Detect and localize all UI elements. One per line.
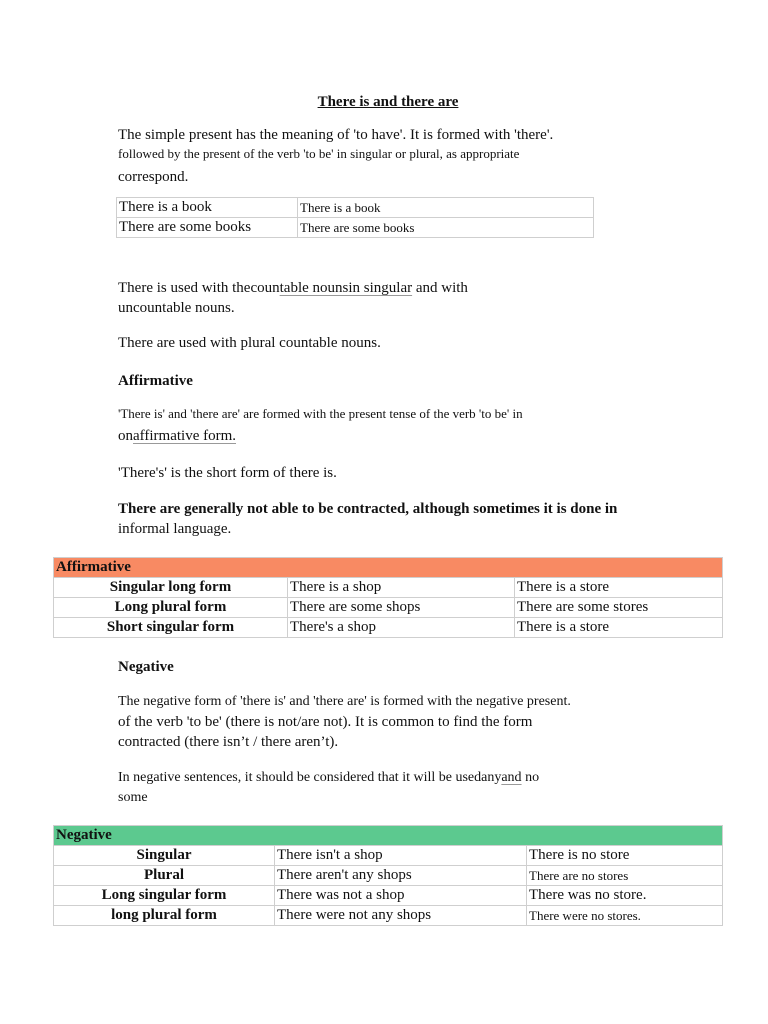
example-table xyxy=(116,197,594,238)
row-label: Singular long form xyxy=(54,578,288,598)
text-span: on xyxy=(118,428,133,444)
link-affirmative-form[interactable]: affirmative form. xyxy=(133,428,237,444)
table-cell: There aren't any shops xyxy=(275,866,527,886)
table-cell: There were no stores. xyxy=(527,906,723,926)
usage-line-1 xyxy=(118,278,698,298)
table-cell: There was no store. xyxy=(527,886,723,906)
table-row xyxy=(54,618,723,638)
table-row xyxy=(54,866,723,886)
intro-paragraph xyxy=(118,125,698,187)
table-cell: There isn't a shop xyxy=(275,846,527,866)
table-header-row xyxy=(54,826,723,846)
text-span: no xyxy=(521,770,540,785)
row-label: Long singular form xyxy=(54,886,275,906)
table-cell: There is a store xyxy=(515,578,723,598)
table-cell: There is a book xyxy=(298,198,594,218)
negative-table xyxy=(53,825,723,926)
table-cell: There were not any shops xyxy=(275,906,527,926)
table-cell: There is a book xyxy=(117,198,298,218)
usage-paragraph-2: There are used with plural countable nouns. xyxy=(118,335,381,351)
table-header-row xyxy=(54,558,723,578)
negative-line-some: some xyxy=(118,790,148,805)
link-countable-nouns[interactable]: table nounsin singular xyxy=(279,280,413,296)
table-cell: There was not a shop xyxy=(275,886,527,906)
row-label: Long plural form xyxy=(54,598,288,618)
intro-line-2: followed by the present of the verb 'to be' in singular or plural, as appropriate xyxy=(118,146,520,161)
table-cell: There is a store xyxy=(515,618,723,638)
usage-line-2: uncountable nouns. xyxy=(118,300,235,316)
row-label: Singular xyxy=(54,846,275,866)
table-cell: There are some shops xyxy=(288,598,515,618)
negative-line-usage xyxy=(118,768,698,788)
table-row xyxy=(54,906,723,926)
table-row xyxy=(54,598,723,618)
intro-line-1: The simple present has the meaning of 'to have'. It is formed with 'there'. xyxy=(118,127,554,143)
affirmative-paragraph-1 xyxy=(118,404,698,446)
table-row xyxy=(117,218,594,238)
intro-line-3: correspond. xyxy=(118,169,189,185)
page-title: There is and there are xyxy=(317,94,459,110)
affirmative-table xyxy=(53,557,723,638)
text-span: There is used with thecoun xyxy=(118,280,280,296)
affirmative-paragraph-3 xyxy=(118,499,718,539)
affirmative-heading: Affirmative xyxy=(118,373,193,389)
row-label: Short singular form xyxy=(54,618,288,638)
table-cell: There are some books xyxy=(298,218,594,238)
negative-paragraph-1 xyxy=(118,692,708,752)
table-cell: There is no store xyxy=(527,846,723,866)
table-row xyxy=(54,886,723,906)
table-cell: There are no stores xyxy=(527,866,723,886)
affirmative-line-informal: informal language. xyxy=(118,521,232,537)
table-cell: There's a shop xyxy=(288,618,515,638)
affirmative-paragraph-2: 'There's' is the short form of there is. xyxy=(118,465,337,481)
text-span: and with xyxy=(412,280,468,296)
negative-table-header: Negative xyxy=(54,826,723,846)
usage-paragraph-1 xyxy=(118,278,698,318)
row-label: long plural form xyxy=(54,906,275,926)
affirmative-bold-line: There are generally not able to be contracted, although sometimes it is done in xyxy=(118,501,618,517)
table-row xyxy=(54,846,723,866)
table-cell: There are some books xyxy=(117,218,298,238)
table-row xyxy=(117,198,594,218)
link-and[interactable]: and xyxy=(501,770,522,785)
table-row xyxy=(54,578,723,598)
table-cell: There are some stores xyxy=(515,598,723,618)
affirmative-line-2 xyxy=(118,426,698,446)
negative-heading: Negative xyxy=(118,659,174,675)
table-cell: There is a shop xyxy=(288,578,515,598)
negative-line-1: The negative form of 'there is' and 'there are' is formed with the negative present. xyxy=(118,694,571,709)
negative-paragraph-2 xyxy=(118,768,698,808)
text-span: In negative sentences, it should be considered that it will be usedany xyxy=(118,770,502,785)
row-label: Plural xyxy=(54,866,275,886)
negative-line-2: of the verb 'to be' (there is not/are not). It is common to find the form xyxy=(118,714,533,730)
affirmative-table-header: Affirmative xyxy=(54,558,723,578)
affirmative-line-1: 'There is' and 'there are' are formed with the present tense of the verb 'to be' in xyxy=(118,406,523,421)
negative-line-3: contracted (there isn’t / there aren’t). xyxy=(118,734,339,750)
